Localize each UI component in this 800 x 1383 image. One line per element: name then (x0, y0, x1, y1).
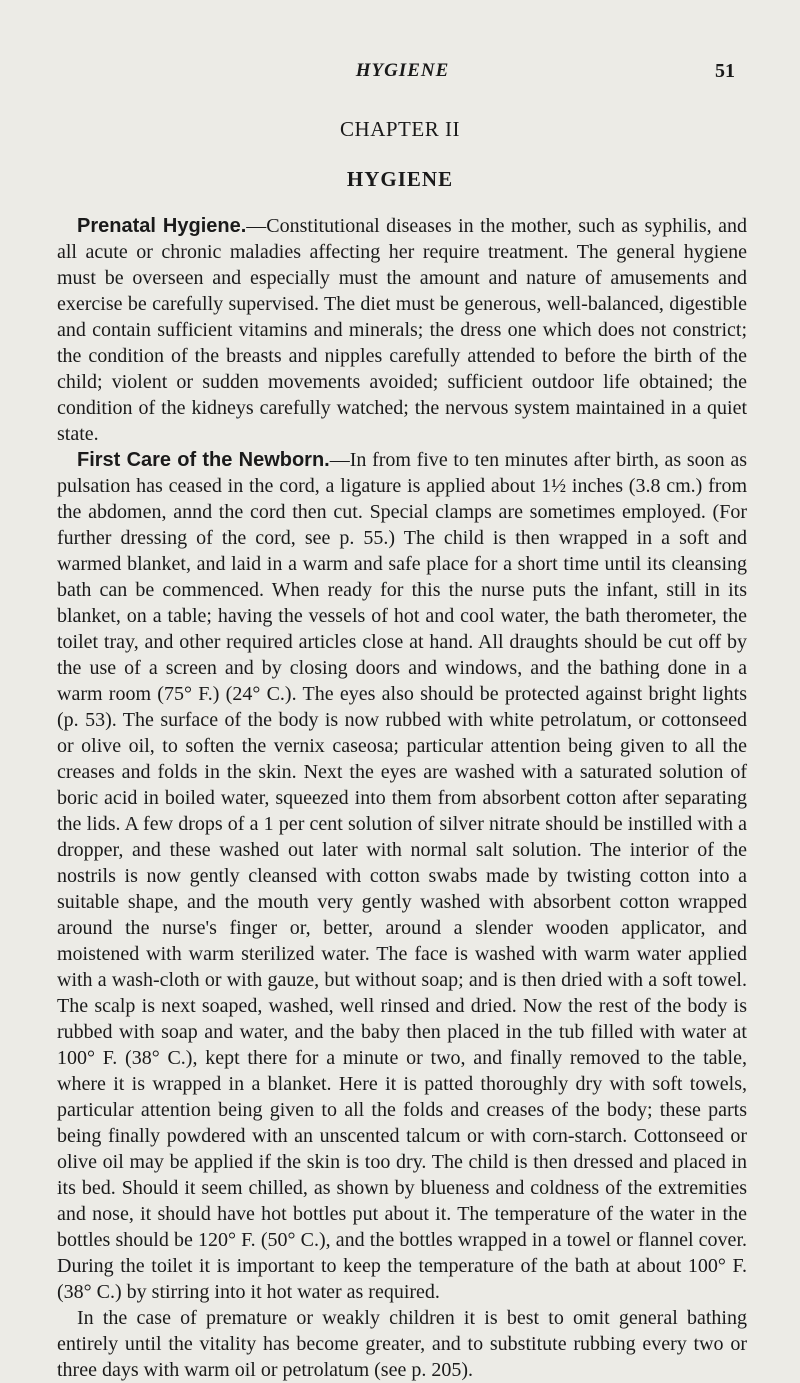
paragraph-premature-children (57, 1305, 747, 1383)
run-in-heading: Prenatal Hygiene. (77, 215, 247, 237)
running-title: HYGIENE (355, 60, 450, 81)
page-number: 51 (715, 60, 735, 82)
paragraph-text: In the case of premature or weakly children it is best to omit general bathing entirely until the vitality has become greater, and to substitute rubbing every two or three days with warm oil or petrolatum (see p. 205). (57, 1307, 747, 1381)
paragraph-first-care-newborn (57, 447, 747, 1305)
section-title: HYGIENE (346, 167, 454, 191)
paragraph-prenatal-hygiene (57, 213, 747, 447)
chapter-label: CHAPTER II (340, 117, 460, 141)
paragraph-text: —Constitutional diseases in the mother, such as syphilis, and all acute or chronic maladies affecting her require treatment. The general hygiene must be overseen and especially must the amount and nature of amusements and exercise be carefully supervised. The diet must be generous, well-balanced, digestible and contain sufficient vitamins and minerals; the dress one which does not constrict; the condition of the breasts and nipples carefully attended to before the birth of the child; violent or sudden movements avoided; sufficient outdoor life obtained; the condition of the kidneys carefully watched; the nervous system maintained in a quiet state. (57, 215, 748, 445)
running-header (70, 60, 735, 86)
body-text (57, 213, 747, 1383)
run-in-heading: First Care of the Newborn. (77, 449, 330, 471)
paragraph-text: —In from five to ten minutes after birth, as soon as pulsation has ceased in the cord, a ligature is applied about 1½ inches (3.8 cm.) from the abdomen, annd the cord then cut. Special clamps are sometimes employed. (For further dressing of the cord, see p. 55.) The child is then wrapped in a soft and warmed blanket, and laid in a warm and safe place for a short time until its cleansing bath can be commenced. When ready for this the nurse puts the infant, still in its blanket, on a table; having the vessels of hot and cool water, the bath therometer, the toilet tray, and other required articles close at hand. All draughts should be cut off by the use of a screen and by closing doors and windows, and the bathing done in a warm room (75° F.) (24° C.). The eyes also should be protected against bright lights (p. 53). The surface of the body is now rubbed with white petrolatum, or cottonseed or olive oil, to soften the vernix caseosa; particular attention being given to all the creases and folds in the skin. Next the eyes are washed with a saturated solution of boric acid in boiled water, squeezed into them from absorbent cotton after separating the lids. A few drops of a 1 per cent solution of silver nitrate should be instilled with a dropper, and these washed out later with normal salt solution. The interior of the nostrils is now gently cleansed with cotton swabs made by twisting cotton into a suitable shape, and the mouth very gently washed with absorbent cotton wrapped around the nurse's finger or, better, around a slender wooden applicator, and moistened with warm sterilized water. The face is washed with warm water applied with a wash-cloth or with gauze, but without soap; and is then dried with a soft towel. The scalp is next soaped, washed, well rinsed and dried. Now the rest of the body is rubbed with soap and water, and the baby then placed in the tub filled with water at 100° F. (38° C.), kept there for a minute or two, and finally removed to the table, where it is wrapped in a blanket. Here it is patted thoroughly dry with soft towels, particular attention being given to all the folds and creases of the body; these parts being finally powdered with an unscented talcum or with corn-starch. Cottonseed or olive oil may be applied if the skin is too dry. The child is then dressed and placed in its bed. Should it seem chilled, as shown by blueness and coldness of the extremities and nose, it should have hot bottles put about it. The temperature of the water in the bottles should be 120° F. (50° C.), and the bottles wrapped in a towel or flannel cover. During the toilet it is important to keep the temperature of the bath at about 100° F. (38° C.) by stirring into it hot water as required. (57, 449, 747, 1303)
